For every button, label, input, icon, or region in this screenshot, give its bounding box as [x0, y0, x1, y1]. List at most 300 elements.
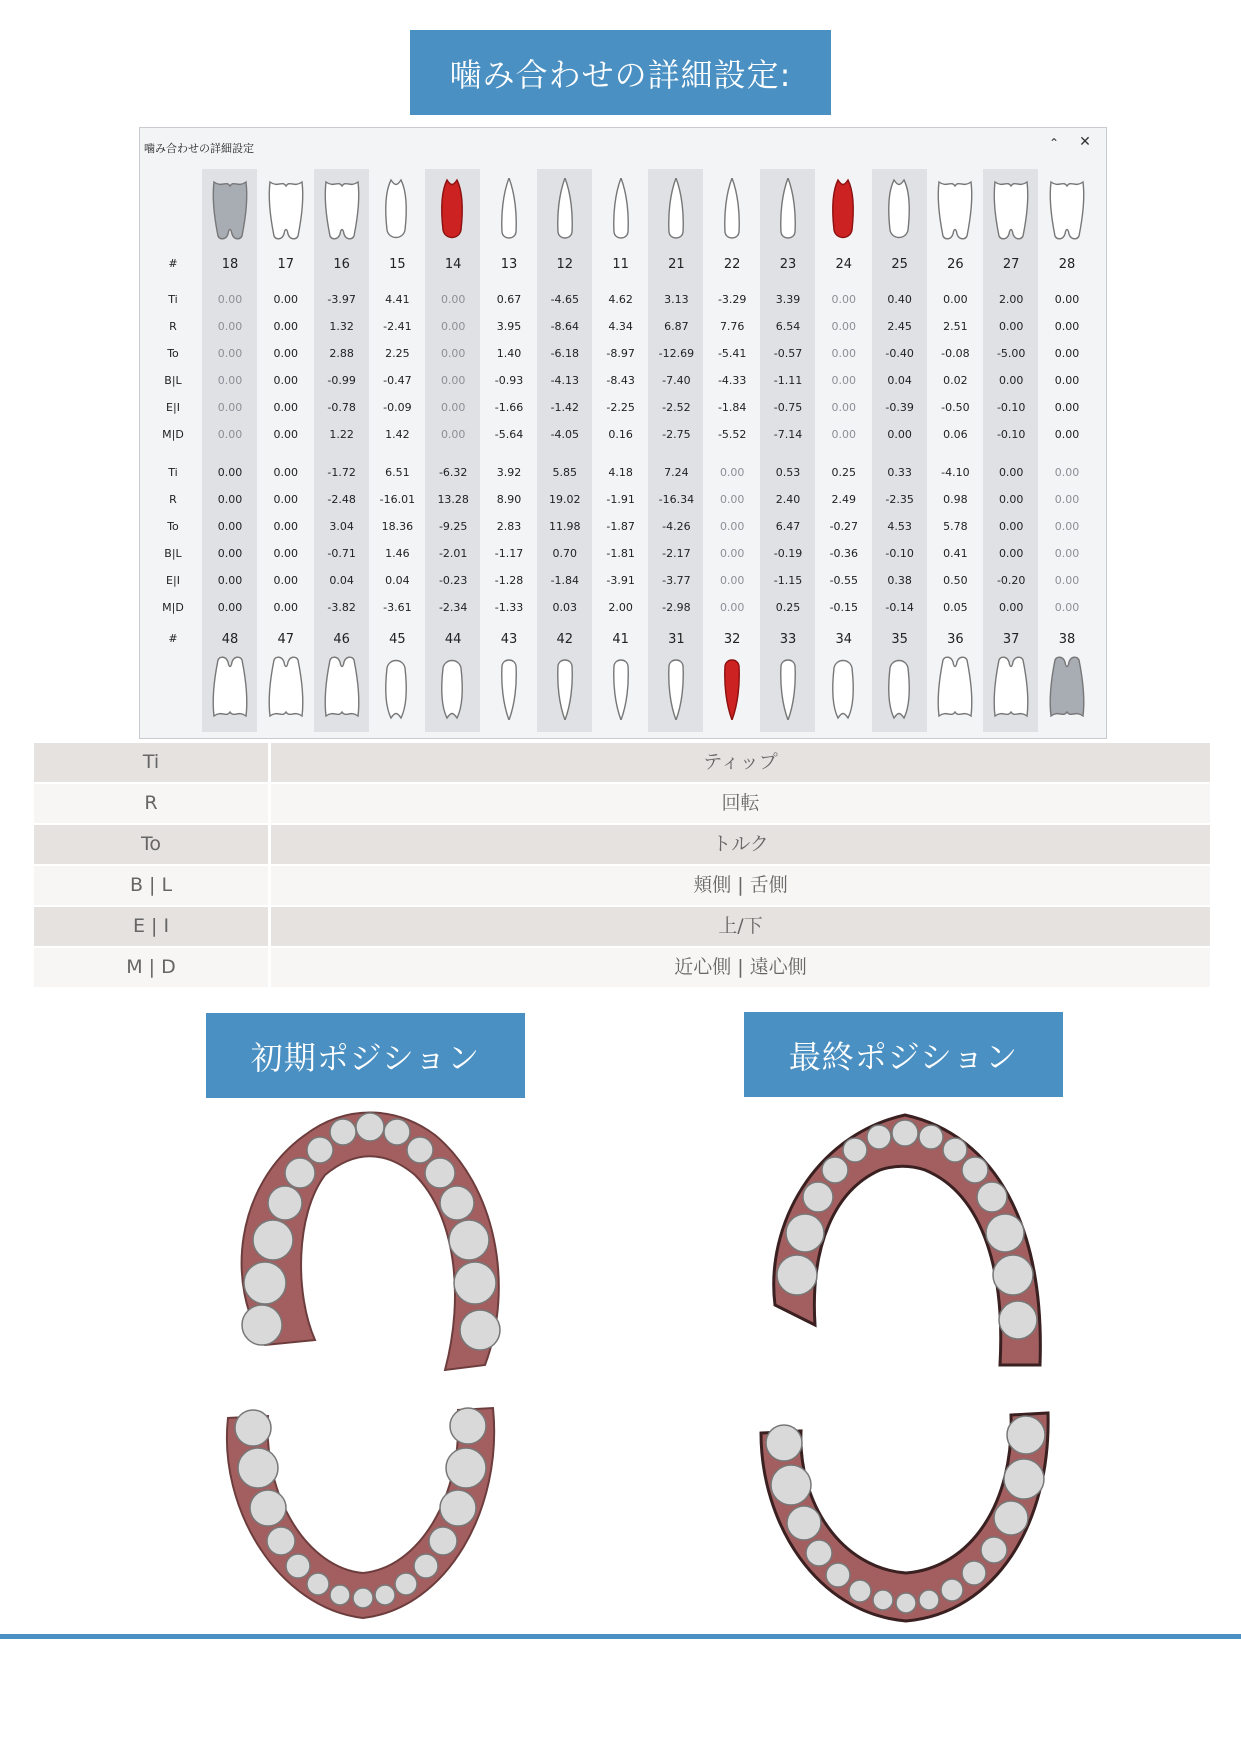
value-cell[interactable]: -4.33: [717, 374, 747, 387]
value-cell[interactable]: 0.00: [1054, 601, 1080, 614]
initial-position-banner: [206, 1013, 525, 1098]
tooth-46-icon[interactable]: [320, 656, 364, 724]
value-cell[interactable]: 2.00: [998, 293, 1024, 306]
value-cell[interactable]: 0.06: [943, 428, 968, 441]
tooth-number: 13: [500, 257, 518, 272]
tooth-number: 31: [668, 632, 685, 647]
value-cell[interactable]: 0.00: [1054, 520, 1080, 533]
value-cell[interactable]: 0.00: [273, 520, 299, 533]
value-cell[interactable]: -0.23: [438, 574, 468, 587]
value-cell[interactable]: -0.55: [829, 574, 859, 587]
value-cell[interactable]: 0.00: [217, 601, 243, 614]
value-cell[interactable]: -2.75: [662, 428, 691, 441]
tooth-number: 46: [333, 632, 350, 647]
value-cell[interactable]: -4.05: [550, 428, 580, 441]
tooth-settings-grid: [140, 128, 1108, 740]
value-cell[interactable]: 0.16: [608, 428, 633, 441]
value-cell[interactable]: -0.39: [885, 401, 914, 414]
row-label: To: [167, 347, 179, 360]
value-cell[interactable]: 3.04: [329, 520, 354, 533]
value-cell[interactable]: 0.70: [552, 547, 578, 560]
value-cell[interactable]: -1.66: [494, 401, 524, 414]
value-cell[interactable]: 0.00: [719, 520, 745, 533]
value-cell[interactable]: -0.10: [885, 547, 914, 560]
value-cell[interactable]: 0.00: [1054, 320, 1080, 333]
value-cell[interactable]: -2.01: [438, 547, 468, 560]
value-cell[interactable]: 0.00: [998, 520, 1024, 533]
tooth-number: 42: [556, 632, 574, 647]
value-cell[interactable]: 0.00: [217, 466, 243, 479]
tooth-45-icon[interactable]: [375, 656, 419, 724]
value-cell[interactable]: 0.00: [719, 574, 745, 587]
value-cell[interactable]: 0.00: [831, 293, 857, 306]
tooth-number: 43: [500, 632, 518, 647]
row-label: E|I: [166, 574, 180, 587]
tooth-37-icon[interactable]: [989, 656, 1033, 724]
value-cell[interactable]: 5.78: [943, 520, 968, 533]
value-cell[interactable]: 0.00: [217, 428, 243, 441]
tooth-number: 14: [444, 257, 462, 272]
value-cell[interactable]: 0.00: [831, 347, 857, 360]
column-shade: [314, 169, 369, 732]
legend-value: ティップ: [703, 751, 778, 773]
tooth-26-icon[interactable]: [933, 178, 977, 246]
tooth-34-icon[interactable]: [822, 656, 866, 724]
value-cell[interactable]: 2.83: [496, 520, 522, 533]
value-cell[interactable]: 0.00: [998, 493, 1024, 506]
legend-value: トルク: [712, 833, 769, 855]
value-cell[interactable]: 1.32: [329, 320, 354, 333]
tooth-number: 24: [835, 257, 853, 272]
value-cell[interactable]: 0.00: [1054, 293, 1080, 306]
value-cell[interactable]: -4.65: [550, 293, 580, 306]
tooth-13-icon[interactable]: [487, 178, 531, 246]
legend-row: [34, 866, 1210, 905]
legend-value: 上/下: [718, 915, 763, 937]
value-cell[interactable]: 0.38: [887, 574, 912, 587]
tooth-11-icon[interactable]: [599, 178, 643, 246]
page-title-banner: [410, 30, 831, 115]
value-cell[interactable]: -1.28: [494, 574, 524, 587]
value-cell[interactable]: 0.53: [775, 466, 801, 479]
value-cell[interactable]: -2.41: [383, 320, 412, 333]
value-cell[interactable]: 1.42: [385, 428, 410, 441]
value-cell[interactable]: 0.98: [943, 493, 968, 506]
tooth-number: 37: [1002, 632, 1020, 647]
value-cell[interactable]: -7.40: [662, 374, 691, 387]
tooth-number: 32: [723, 632, 741, 647]
value-cell[interactable]: 0.04: [329, 574, 354, 587]
value-cell[interactable]: -3.77: [662, 574, 691, 587]
final-position-banner: [744, 1012, 1063, 1097]
value-cell[interactable]: 0.00: [831, 374, 857, 387]
value-cell[interactable]: 0.00: [273, 293, 299, 306]
value-cell[interactable]: 0.00: [998, 601, 1024, 614]
value-cell[interactable]: -7.14: [773, 428, 803, 441]
tooth-number-header: #: [168, 632, 178, 645]
value-cell[interactable]: 4.53: [887, 520, 912, 533]
value-cell[interactable]: 0.00: [217, 493, 243, 506]
value-cell[interactable]: 3.39: [775, 293, 801, 306]
value-cell[interactable]: 5.85: [552, 466, 578, 479]
tooth-number: 35: [891, 632, 908, 647]
value-cell[interactable]: -0.93: [494, 374, 524, 387]
value-cell[interactable]: -2.17: [662, 547, 691, 560]
row-label: Ti: [168, 293, 178, 306]
chevron-up-icon[interactable]: ⌃: [1048, 136, 1060, 150]
value-cell[interactable]: 0.00: [217, 574, 243, 587]
value-cell[interactable]: 13.28: [437, 493, 469, 506]
close-icon[interactable]: ✕: [1079, 134, 1091, 150]
tooth-22-icon[interactable]: [710, 178, 754, 246]
value-cell[interactable]: 4.34: [608, 320, 633, 333]
value-cell[interactable]: 11.98: [549, 520, 581, 533]
value-cell[interactable]: 6.47: [775, 520, 801, 533]
tooth-36-icon[interactable]: [933, 656, 977, 724]
value-cell[interactable]: -1.17: [494, 547, 524, 560]
value-cell[interactable]: -2.35: [885, 493, 914, 506]
value-cell[interactable]: 0.25: [775, 601, 801, 614]
value-cell[interactable]: 0.67: [496, 293, 522, 306]
value-cell[interactable]: -0.19: [773, 547, 803, 560]
value-cell[interactable]: 0.00: [1054, 428, 1080, 441]
value-cell[interactable]: -16.01: [379, 493, 416, 506]
value-cell[interactable]: 0.00: [273, 347, 299, 360]
value-cell[interactable]: 0.00: [1054, 347, 1080, 360]
tooth-number: 34: [835, 632, 853, 647]
row-label: M|D: [162, 428, 184, 441]
value-cell[interactable]: 0.00: [719, 547, 745, 560]
legend-table: [34, 743, 1210, 989]
tooth-18-icon[interactable]: [208, 178, 252, 246]
value-cell[interactable]: -0.47: [383, 374, 412, 387]
value-cell[interactable]: 2.45: [887, 320, 912, 333]
value-cell[interactable]: 0.00: [887, 428, 912, 441]
row-label: R: [169, 493, 177, 506]
value-cell[interactable]: -4.13: [550, 374, 580, 387]
value-cell[interactable]: 3.92: [496, 466, 522, 479]
value-cell[interactable]: 0.00: [273, 574, 299, 587]
value-cell[interactable]: 0.00: [1054, 547, 1080, 560]
value-cell[interactable]: -2.25: [606, 401, 635, 414]
legend-key: E | I: [132, 915, 170, 937]
value-cell[interactable]: -5.52: [717, 428, 747, 441]
column-shade: [537, 169, 592, 732]
legend-row: [34, 825, 1210, 864]
value-cell[interactable]: 0.40: [887, 293, 912, 306]
value-cell[interactable]: -3.97: [327, 293, 356, 306]
value-cell[interactable]: 0.00: [273, 601, 299, 614]
value-cell[interactable]: 2.40: [775, 493, 801, 506]
final-lower-arch-image: [756, 1403, 1056, 1628]
tooth-number: 18: [221, 257, 239, 272]
value-cell[interactable]: 0.33: [887, 466, 912, 479]
bite-settings-dialog: [139, 127, 1107, 739]
value-cell[interactable]: 0.00: [1054, 466, 1080, 479]
tooth-number: 45: [389, 632, 406, 647]
value-cell[interactable]: 0.00: [943, 293, 968, 306]
page-title: 噛み合わせの詳細設定:: [449, 55, 792, 94]
row-label: R: [169, 320, 177, 333]
value-cell[interactable]: 0.03: [552, 601, 578, 614]
value-cell[interactable]: 2.88: [329, 347, 354, 360]
tooth-25-icon[interactable]: [878, 178, 922, 246]
value-cell[interactable]: 7.24: [664, 466, 689, 479]
value-cell[interactable]: 0.00: [998, 547, 1024, 560]
tooth-47-icon[interactable]: [264, 656, 308, 724]
value-cell[interactable]: 4.62: [608, 293, 633, 306]
tooth-12-icon[interactable]: [543, 178, 587, 246]
tooth-number: 21: [668, 257, 685, 272]
value-cell[interactable]: -8.64: [550, 320, 580, 333]
tooth-number: 48: [221, 632, 239, 647]
column-shade: [425, 169, 480, 732]
value-cell[interactable]: -1.33: [494, 601, 524, 614]
value-cell[interactable]: 0.00: [273, 374, 299, 387]
value-cell[interactable]: 0.50: [943, 574, 968, 587]
final-upper-arch-image: [755, 1105, 1055, 1385]
tooth-35-icon[interactable]: [878, 656, 922, 724]
bottom-divider: [0, 1634, 1241, 1639]
value-cell[interactable]: 0.00: [217, 320, 243, 333]
value-cell[interactable]: -0.50: [941, 401, 970, 414]
value-cell[interactable]: 0.00: [273, 466, 299, 479]
value-cell[interactable]: 7.76: [719, 320, 745, 333]
value-cell[interactable]: 0.02: [943, 374, 968, 387]
value-cell[interactable]: -1.84: [717, 401, 747, 414]
tooth-42-icon[interactable]: [543, 656, 587, 724]
tooth-32-icon[interactable]: [710, 656, 754, 724]
value-cell[interactable]: -4.10: [941, 466, 970, 479]
tooth-21-icon[interactable]: [654, 178, 698, 246]
tooth-27-icon[interactable]: [989, 178, 1033, 246]
value-cell[interactable]: -1.72: [327, 466, 356, 479]
tooth-16-icon[interactable]: [320, 178, 364, 246]
value-cell[interactable]: -9.25: [438, 520, 468, 533]
tooth-number: 23: [779, 257, 797, 272]
value-cell[interactable]: -0.14: [885, 601, 914, 614]
tooth-14-icon[interactable]: [431, 178, 475, 246]
value-cell[interactable]: -1.81: [606, 547, 635, 560]
value-cell[interactable]: -3.29: [717, 293, 747, 306]
legend-row: [34, 907, 1210, 946]
value-cell[interactable]: -1.84: [550, 574, 580, 587]
legend-row: [34, 784, 1210, 823]
value-cell[interactable]: -1.91: [606, 493, 635, 506]
legend-key: To: [140, 833, 161, 855]
tooth-23-icon[interactable]: [766, 178, 810, 246]
value-cell[interactable]: 0.00: [440, 428, 466, 441]
value-cell[interactable]: 0.00: [1054, 493, 1080, 506]
value-cell[interactable]: -0.09: [383, 401, 412, 414]
value-cell[interactable]: -0.75: [773, 401, 803, 414]
value-cell[interactable]: -0.99: [327, 374, 356, 387]
value-cell[interactable]: -1.87: [606, 520, 635, 533]
value-cell[interactable]: -0.20: [996, 574, 1026, 587]
legend-key: Ti: [142, 751, 160, 773]
value-cell[interactable]: -0.08: [941, 347, 970, 360]
column-shade: [760, 169, 815, 732]
value-cell[interactable]: 2.51: [943, 320, 968, 333]
value-cell[interactable]: -0.71: [327, 547, 356, 560]
value-cell[interactable]: 8.90: [496, 493, 522, 506]
value-cell[interactable]: -3.61: [383, 601, 412, 614]
value-cell[interactable]: 0.41: [943, 547, 968, 560]
value-cell[interactable]: -2.98: [662, 601, 691, 614]
value-cell[interactable]: 2.00: [608, 601, 633, 614]
value-cell[interactable]: -3.82: [327, 601, 356, 614]
tooth-number: 28: [1058, 257, 1076, 272]
value-cell[interactable]: -2.34: [438, 601, 468, 614]
value-cell[interactable]: 0.00: [831, 320, 857, 333]
column-shade: [872, 169, 927, 732]
value-cell[interactable]: 0.00: [217, 520, 243, 533]
tooth-41-icon[interactable]: [599, 656, 643, 724]
initial-upper-arch-image: [225, 1105, 515, 1385]
tooth-15-icon[interactable]: [375, 178, 419, 246]
value-cell[interactable]: 6.54: [775, 320, 801, 333]
value-cell[interactable]: -0.15: [829, 601, 859, 614]
value-cell[interactable]: 0.00: [217, 293, 243, 306]
value-cell[interactable]: 0.00: [440, 347, 466, 360]
value-cell[interactable]: -0.40: [885, 347, 914, 360]
value-cell[interactable]: -6.32: [438, 466, 468, 479]
value-cell[interactable]: -6.18: [550, 347, 580, 360]
value-cell[interactable]: -0.57: [773, 347, 803, 360]
value-cell[interactable]: -12.69: [658, 347, 695, 360]
tooth-48-icon[interactable]: [208, 656, 252, 724]
tooth-number: 36: [947, 632, 964, 647]
tooth-31-icon[interactable]: [654, 656, 698, 724]
row-label: Ti: [168, 466, 178, 479]
value-cell[interactable]: 0.00: [440, 374, 466, 387]
value-cell[interactable]: 2.25: [385, 347, 410, 360]
tooth-number: 22: [723, 257, 741, 272]
tooth-number: 17: [277, 257, 295, 272]
legend-row: [34, 743, 1210, 782]
tooth-38-icon[interactable]: [1045, 656, 1089, 724]
value-cell[interactable]: 0.00: [217, 547, 243, 560]
value-cell[interactable]: 0.25: [831, 466, 857, 479]
value-cell[interactable]: 0.04: [887, 374, 912, 387]
tooth-number: 47: [277, 632, 295, 647]
value-cell[interactable]: 19.02: [549, 493, 581, 506]
row-label: To: [167, 520, 179, 533]
value-cell[interactable]: 3.95: [496, 320, 522, 333]
tooth-number-header: #: [168, 257, 178, 270]
value-cell[interactable]: 2.49: [831, 493, 857, 506]
value-cell[interactable]: 0.00: [998, 466, 1024, 479]
legend-key: B | L: [129, 874, 173, 896]
value-cell[interactable]: 0.00: [440, 401, 466, 414]
legend-key: R: [144, 792, 158, 814]
value-cell[interactable]: 0.00: [1054, 574, 1080, 587]
value-cell[interactable]: 0.04: [385, 574, 410, 587]
value-cell[interactable]: 0.00: [998, 374, 1024, 387]
value-cell[interactable]: 4.41: [385, 293, 410, 306]
value-cell[interactable]: 0.00: [273, 428, 299, 441]
value-cell[interactable]: 1.40: [496, 347, 522, 360]
value-cell[interactable]: 0.00: [217, 401, 243, 414]
value-cell[interactable]: 18.36: [381, 520, 414, 533]
legend-value: 回転: [721, 792, 760, 814]
tooth-33-icon[interactable]: [766, 656, 810, 724]
value-cell[interactable]: 3.13: [664, 293, 689, 306]
value-cell[interactable]: 0.00: [217, 347, 243, 360]
legend-value: 近心側 | 遠心側: [674, 956, 807, 978]
dialog-title: 噛み合わせの詳細設定: [144, 142, 254, 155]
legend-key: M | D: [126, 956, 176, 978]
value-cell[interactable]: 6.87: [664, 320, 689, 333]
tooth-number: 27: [1002, 257, 1020, 272]
value-cell[interactable]: 0.00: [831, 401, 857, 414]
value-cell[interactable]: 1.46: [385, 547, 410, 560]
value-cell[interactable]: -2.52: [662, 401, 691, 414]
row-label: B|L: [164, 547, 182, 560]
value-cell[interactable]: -5.41: [717, 347, 747, 360]
value-cell[interactable]: 0.00: [273, 547, 299, 560]
value-cell[interactable]: -0.36: [829, 547, 859, 560]
value-cell[interactable]: 0.00: [273, 401, 299, 414]
value-cell[interactable]: 0.00: [719, 601, 745, 614]
value-cell[interactable]: 0.00: [440, 320, 466, 333]
value-cell[interactable]: 0.00: [273, 493, 299, 506]
tooth-number: 38: [1058, 632, 1076, 647]
value-cell[interactable]: 0.00: [440, 293, 466, 306]
value-cell[interactable]: -0.10: [996, 428, 1026, 441]
tooth-44-icon[interactable]: [431, 656, 475, 724]
tooth-number: 25: [891, 257, 908, 272]
value-cell[interactable]: -2.48: [327, 493, 356, 506]
value-cell[interactable]: -5.64: [494, 428, 524, 441]
value-cell[interactable]: -3.91: [606, 574, 635, 587]
tooth-24-icon[interactable]: [822, 178, 866, 246]
value-cell[interactable]: -4.26: [662, 520, 691, 533]
legend-value: 頬側 | 舌側: [693, 874, 788, 896]
value-cell[interactable]: -16.34: [658, 493, 695, 506]
value-cell[interactable]: 0.00: [719, 466, 745, 479]
tooth-43-icon[interactable]: [487, 656, 531, 724]
value-cell[interactable]: 0.00: [217, 374, 243, 387]
initial-position-title: 初期ポジション: [250, 1038, 481, 1077]
row-label: M|D: [162, 601, 184, 614]
value-cell[interactable]: 6.51: [385, 466, 410, 479]
value-cell[interactable]: -1.42: [550, 401, 580, 414]
value-cell[interactable]: 0.05: [943, 601, 968, 614]
value-cell[interactable]: 0.00: [1054, 401, 1080, 414]
value-cell[interactable]: 0.00: [831, 428, 857, 441]
value-cell[interactable]: -0.78: [327, 401, 356, 414]
column-shade: [202, 169, 257, 732]
tooth-28-icon[interactable]: [1045, 178, 1089, 246]
value-cell[interactable]: -5.00: [996, 347, 1026, 360]
tooth-17-icon[interactable]: [264, 178, 308, 246]
value-cell[interactable]: 0.00: [273, 320, 299, 333]
value-cell[interactable]: -1.11: [773, 374, 803, 387]
value-cell[interactable]: 0.00: [998, 320, 1024, 333]
tooth-number: 11: [612, 257, 629, 272]
value-cell[interactable]: -0.27: [829, 520, 859, 533]
value-cell[interactable]: 4.18: [608, 466, 633, 479]
value-cell[interactable]: 0.00: [719, 493, 745, 506]
legend-row: [34, 948, 1210, 987]
value-cell[interactable]: -1.15: [773, 574, 803, 587]
value-cell[interactable]: -8.43: [606, 374, 635, 387]
value-cell[interactable]: 0.00: [1054, 374, 1080, 387]
value-cell[interactable]: -0.10: [996, 401, 1026, 414]
value-cell[interactable]: -8.97: [606, 347, 635, 360]
value-cell[interactable]: 1.22: [329, 428, 354, 441]
